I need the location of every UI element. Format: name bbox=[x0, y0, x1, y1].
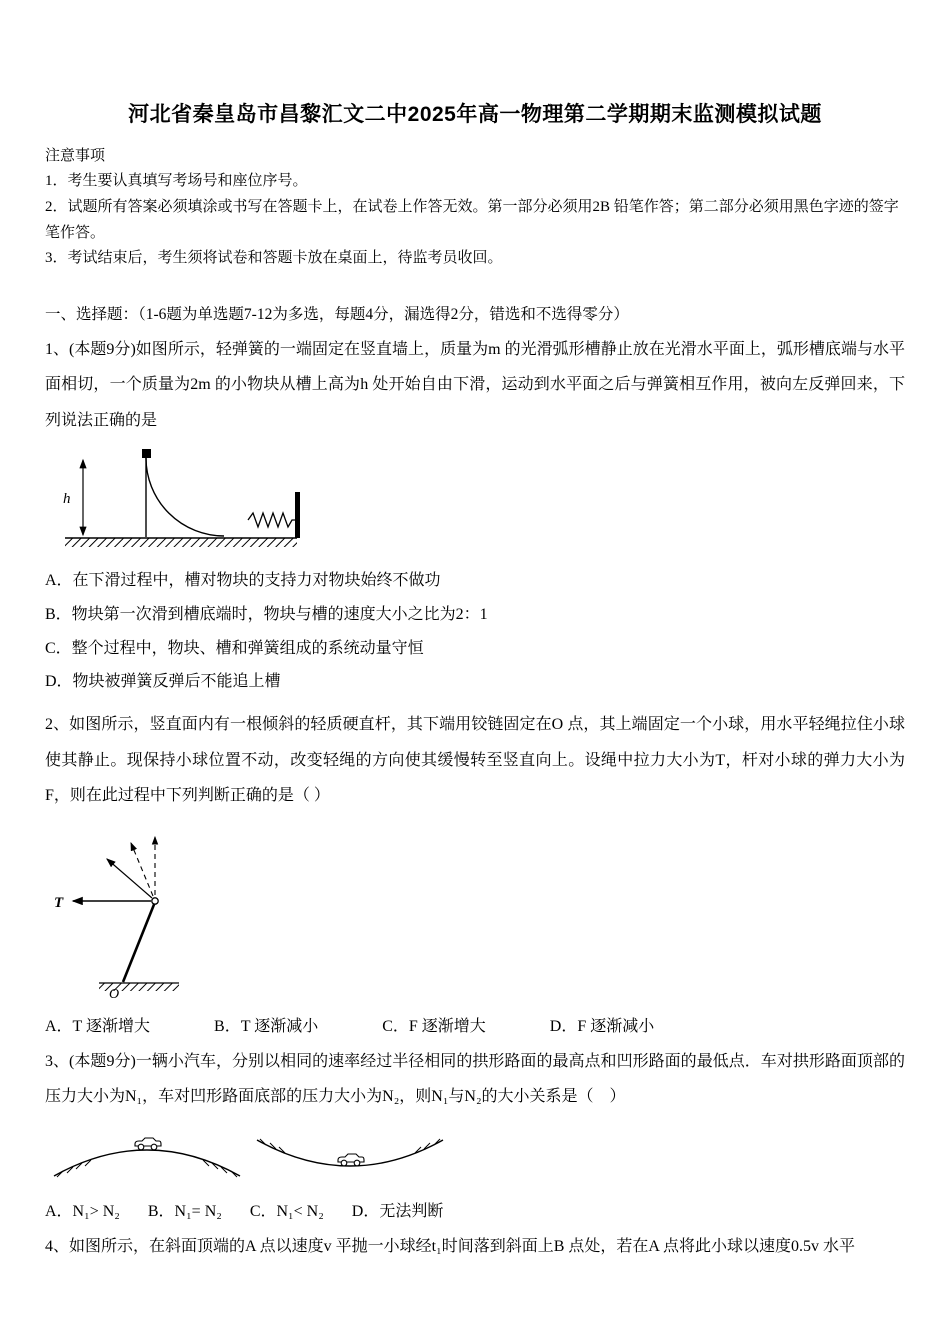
rope-direction-arrows bbox=[107, 837, 155, 898]
notice-item-1: 1．考生要认真填写考场号和座位序号。 bbox=[45, 173, 308, 189]
question-1-figure bbox=[51, 448, 309, 550]
car-icon bbox=[135, 1138, 161, 1150]
question-1-options bbox=[45, 564, 905, 700]
question-2-option-b: B．T 逐渐减小 bbox=[214, 1017, 319, 1035]
question-2-figure bbox=[51, 823, 201, 1003]
question-2-option-a: A．T 逐渐增大 bbox=[45, 1017, 151, 1035]
rod bbox=[123, 902, 155, 982]
question-2-option-d: D．F 逐渐减小 bbox=[549, 1017, 655, 1035]
page-title: 河北省秦皇岛市昌黎汇文二中2025年高一物理第二学期期末监测模拟试题 bbox=[128, 103, 822, 126]
question-1-option-b: B．物块第一次滑到槽底端时，物块与槽的速度大小之比为2：1 bbox=[45, 605, 488, 623]
question-3-option-a: A．N₁> N₂ bbox=[45, 1203, 120, 1221]
question-3-figure bbox=[51, 1124, 451, 1188]
tension-arrow bbox=[54, 895, 151, 911]
question-3-option-d: D．无法判断 bbox=[351, 1203, 444, 1221]
question-2-option-c: C．F 逐渐增大 bbox=[382, 1017, 486, 1035]
notice-item-3: 3．考试结束后，考生须将试卷和答题卡放在桌面上，待监考员收回。 bbox=[45, 250, 503, 267]
ball bbox=[152, 898, 158, 904]
block bbox=[142, 449, 151, 458]
question-2-options bbox=[45, 1013, 905, 1036]
question-3-option-c: C．N₁< N₂ bbox=[249, 1203, 324, 1221]
notice-heading: 注意事项 bbox=[45, 148, 106, 164]
tension-label: T bbox=[54, 894, 64, 911]
height-arrow bbox=[63, 460, 83, 535]
convex-road bbox=[54, 1138, 240, 1177]
curved-chute bbox=[146, 456, 224, 537]
concave-road bbox=[257, 1139, 443, 1166]
question-1-option-d: D．物块被弹簧反弹后不能追上槽 bbox=[45, 673, 281, 691]
notice-item-2: 2．试题所有答案必须填涂或书写在答题卡上，在试卷上作答无效。第一部分必须用2B 铅笔作答；第二部分必须用黑色字迹的签字笔作答。 bbox=[45, 198, 899, 241]
car-icon bbox=[338, 1154, 364, 1166]
spring bbox=[248, 513, 295, 527]
notice-block bbox=[45, 144, 905, 272]
question-2-stem: 2、如图所示，竖直面内有一根倾斜的轻质硬直杆，其下端用铰链固定在O 点，其上端固定一个小球，用水平轻绳拉住小球使其静止。现保持小球位置不动，改变轻绳的方向使其缓慢转至竖直向上。设绳中拉力大小为T，杆对小球的弹力大小为F，则在此过程中下列判断正确的是（ ） bbox=[45, 716, 905, 804]
question-1-option-a: A．在下滑过程中，槽对物块的支持力对物块始终不做功 bbox=[45, 571, 441, 589]
question-1-stem: 1、(本题9分)如图所示，轻弹簧的一端固定在竖直墙上，质量为m 的光滑弧形槽静止放在光滑水平面上，弧形槽底端与水平面相切，一个质量为2m 的小物块从槽上高为h 处开始自由下滑，运动到水平面之后与弹簧相互作用，被向左反弹回来，下列说法正确的是 bbox=[45, 341, 905, 429]
question-3-option-b: B．N₁= N₂ bbox=[147, 1203, 222, 1221]
section-heading: 一、选择题：（1-6题为单选题7-12为多选，每题4分，漏选得2分，错选和不选得零分） bbox=[45, 306, 629, 324]
question-3-stem: 3、(本题9分)一辆小汽车，分别以相同的速率经过半径相同的拱形路面的最高点和凹形路面的最低点．车对拱形路面顶部的压力大小为N₁，车对凹形路面底部的压力大小为N₂，则N₁与N₂的大小关系是（ ） bbox=[45, 1052, 905, 1106]
hinge-label: O bbox=[109, 986, 120, 1002]
question-1-option-c: C．整个过程中，物块、槽和弹簧组成的系统动量守恒 bbox=[45, 639, 424, 657]
wall bbox=[295, 492, 300, 538]
height-label: h bbox=[63, 490, 71, 507]
question-4-stem: 4、如图所示，在斜面顶端的A 点以速度v 平抛一小球经t₁时间落到斜面上B 点处，若在A 点将此小球以速度0.5v 水平 bbox=[45, 1238, 856, 1256]
question-3-options bbox=[45, 1198, 905, 1221]
ground-hatching bbox=[65, 538, 297, 547]
